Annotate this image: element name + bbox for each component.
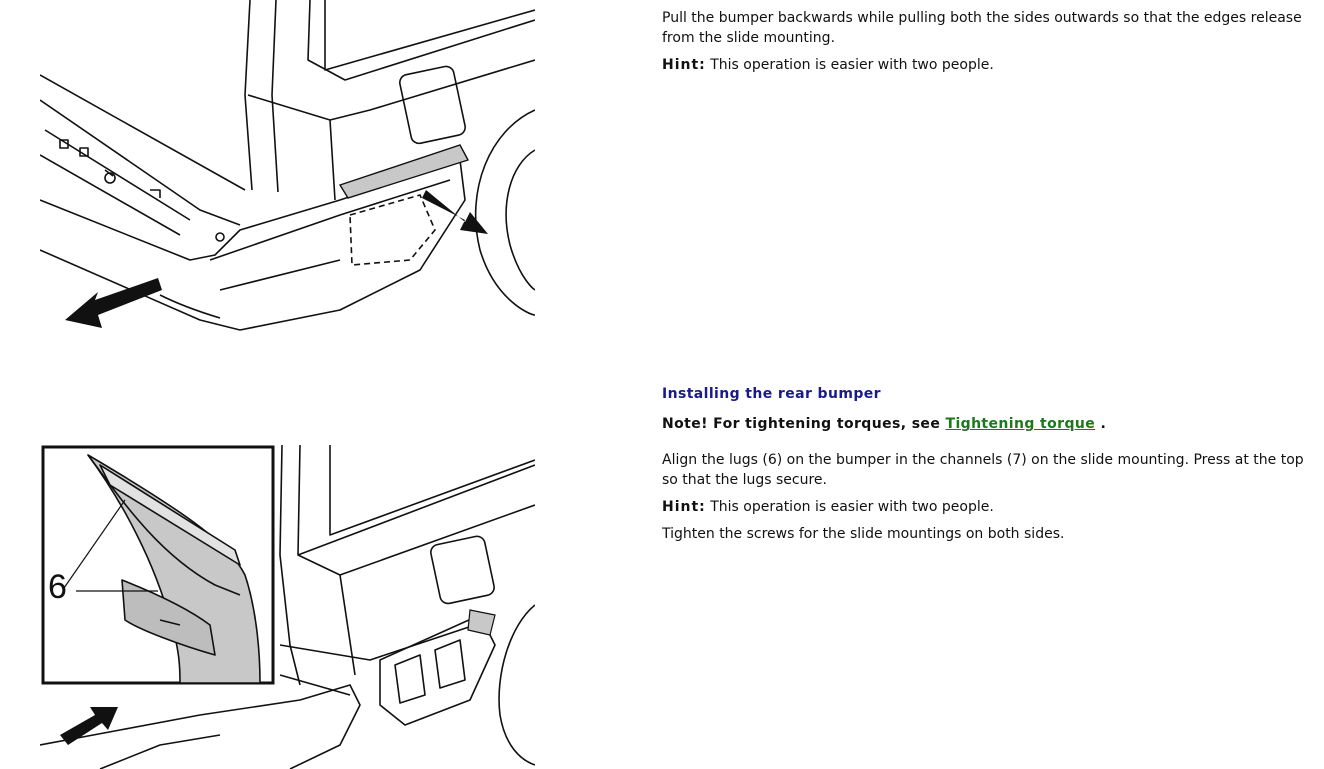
- note-prefix: Note! For tightening torques, see: [662, 416, 941, 432]
- hint-text: This operation is easier with two people.: [710, 57, 994, 73]
- torque-note: [662, 414, 1312, 434]
- install-section-block: [662, 384, 1312, 544]
- bumper-install-illustration: [40, 445, 535, 769]
- bumper-removal-illustration: [40, 0, 535, 335]
- removal-step-block: [662, 8, 1312, 75]
- hint-label: Hint:: [662, 57, 706, 73]
- removal-hint: [662, 55, 1312, 75]
- bumper-removal-drawing: [40, 0, 535, 335]
- callout-6-label: 6: [48, 568, 67, 606]
- note-suffix: .: [1100, 416, 1107, 432]
- hint-text: This operation is easier with two people.: [710, 499, 994, 515]
- install-instruction: Align the lugs (6) on the bumper in the channels (7) on the slide mounting. Press at the top so that the lugs secure.: [662, 452, 1304, 488]
- tightening-torque-link[interactable]: Tightening torque: [945, 416, 1096, 432]
- removal-instruction: Pull the bumper backwards while pulling both the sides outwards so that the edges release from the slide mounting.: [662, 10, 1302, 46]
- bumper-install-drawing: [40, 445, 535, 769]
- install-hint: [662, 497, 1312, 517]
- final-step: Tighten the screws for the slide mountings on both sides.: [662, 526, 1065, 542]
- hint-label: Hint:: [662, 499, 706, 515]
- section-title: Installing the rear bumper: [662, 386, 881, 402]
